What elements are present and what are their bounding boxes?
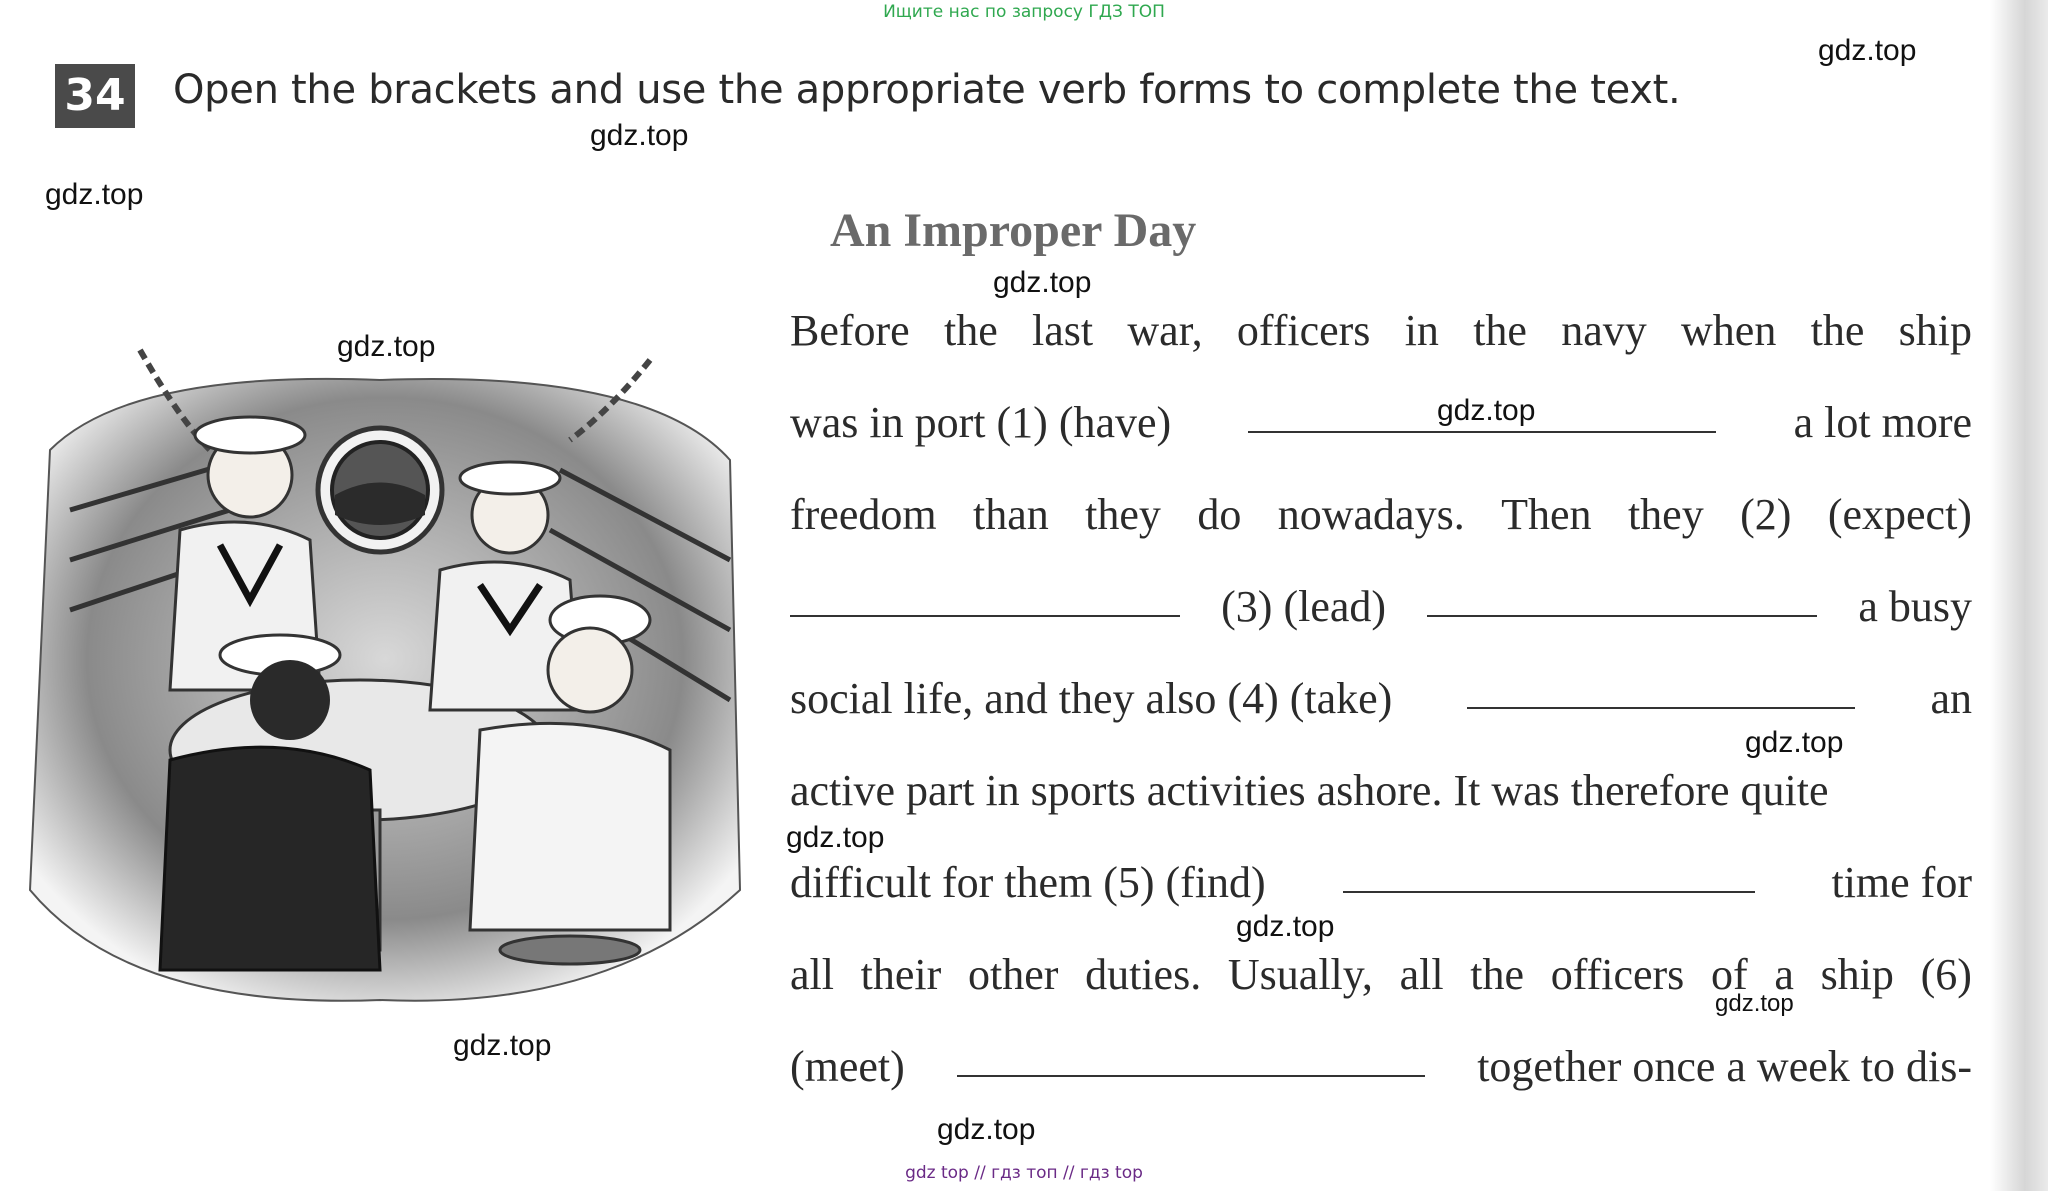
task-number-badge: 34	[55, 64, 135, 128]
text-line-9: (meet) together once a week to dis-	[790, 1042, 1972, 1091]
page-edge-shadow	[1990, 0, 2048, 1191]
footer-links[interactable]: gdz top // гдз топ // гдз top	[905, 1163, 1143, 1183]
text-line-2: was in port (1) (have) a lot more	[790, 398, 1972, 447]
text-line-5: social life, and they also (4) (take) an	[790, 674, 1972, 723]
text-line-6: active part in sports activities ashore. It was therefore quite	[790, 766, 1829, 815]
watermark: gdz.top	[993, 266, 1092, 299]
watermark: gdz.top	[786, 821, 885, 854]
answer-blank-4[interactable]	[1467, 707, 1855, 709]
text-line-4: (3) (lead) a busy	[790, 581, 1972, 632]
answer-blank-1[interactable]	[1248, 431, 1716, 433]
watermark: gdz.top	[45, 178, 144, 211]
watermark: gdz.top	[337, 330, 436, 363]
watermark: gdz.top	[1818, 34, 1917, 67]
watermark: gdz.top	[453, 1029, 552, 1062]
watermark: gdz.top	[1715, 990, 1794, 1017]
task-instruction: Open the brackets and use the appropriate verb forms to complete the text.	[173, 67, 1681, 113]
text-line-7: difficult for them (5) (find) time for	[790, 858, 1972, 907]
sailors-illustration-icon	[10, 330, 745, 1010]
answer-blank-2[interactable]	[790, 615, 1180, 617]
answer-blank-6[interactable]	[957, 1075, 1425, 1077]
text-title: An Improper Day	[830, 204, 1197, 257]
top-banner[interactable]: Ищите нас по запросу ГДЗ ТОП	[883, 2, 1165, 22]
watermark: gdz.top	[1745, 726, 1844, 759]
answer-blank-3[interactable]	[1427, 615, 1817, 617]
text-line-3: freedom than they do nowadays. Then they (2) (expect)	[790, 490, 1972, 539]
watermark: gdz.top	[1236, 910, 1335, 943]
text-line-1: Before the last war, officers in the navy when the ship	[790, 306, 1972, 355]
text-line-8: all their other duties. Usually, all the officers of a ship (6)	[790, 950, 1972, 999]
answer-blank-5[interactable]	[1343, 891, 1755, 893]
watermark: gdz.top	[1437, 394, 1536, 427]
watermark: gdz.top	[590, 119, 689, 152]
watermark: gdz.top	[937, 1113, 1036, 1146]
